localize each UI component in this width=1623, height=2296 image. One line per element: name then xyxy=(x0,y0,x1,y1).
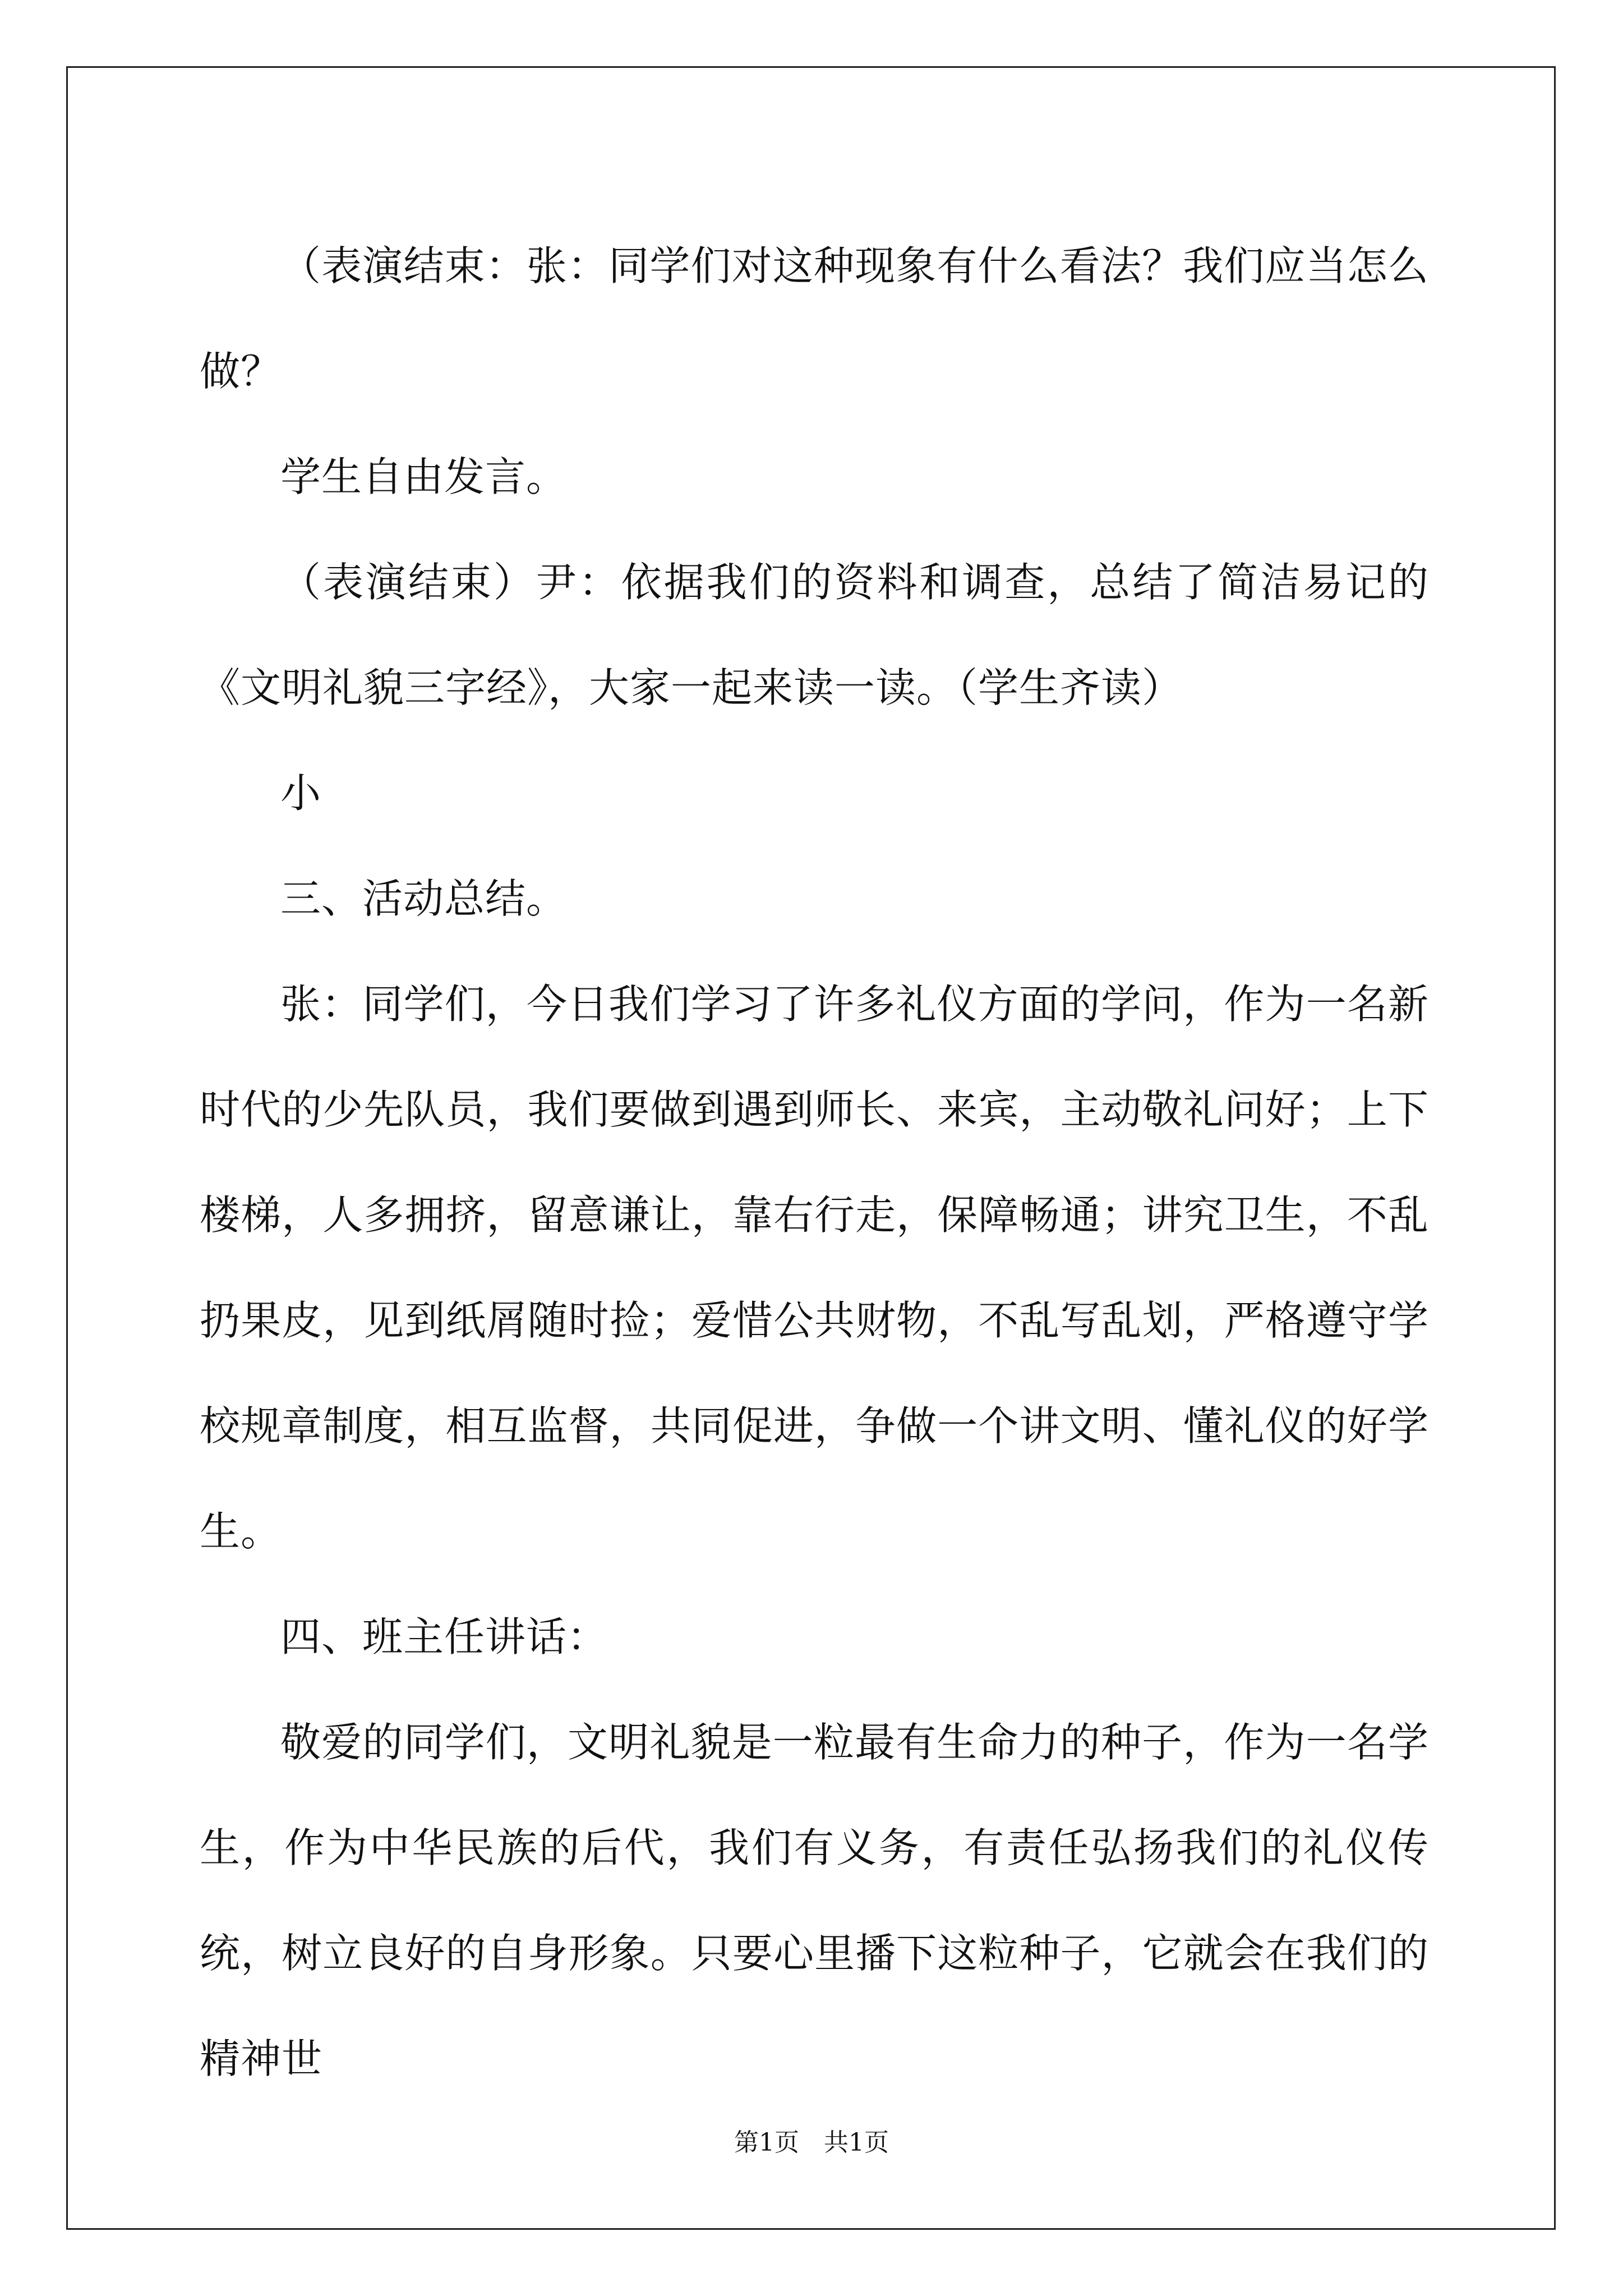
section-heading-teacher-speech: 四、班主任讲话： xyxy=(280,1613,608,1660)
paragraph-2: 学生自由发言。 xyxy=(280,453,568,500)
paragraph-3: （表演结束）尹：依据我们的资料和调查，总结了简洁易记的《文明礼貌三字经》，大家一起来读一读。（学生齐读） xyxy=(200,559,1429,711)
document-body xyxy=(200,213,1429,2111)
paragraph-1: （表演结束：张：同学们对这种现象有什么看法？我们应当怎么做？ xyxy=(200,242,1429,395)
paragraph-4: 小 xyxy=(280,770,322,817)
page-footer xyxy=(0,2126,1623,2160)
paragraph-6: 张：同学们，今日我们学习了许多礼仪方面的学问，作为一名新时代的少先队员，我们要做到遇到师长、来宾，主动敬礼问好；上下楼梯，人多拥挤，留意谦让，靠右行走，保障畅通；讲究卫生，不乱扔果皮，见到纸屑随时捡；爱惜公共财物，不乱写乱划，严格遵守学校规章制度，相互监督，共同促进，争做一个讲文明、懂礼仪的好学生。 xyxy=(200,981,1429,1555)
page-number: 第1页 xyxy=(734,2128,799,2157)
section-heading-summary: 三、活动总结。 xyxy=(280,875,568,922)
paragraph-8: 敬爱的同学们，文明礼貌是一粒最有生命力的种子，作为一名学生，作为中华民族的后代，我们有义务，有责任弘扬我们的礼仪传统，树立良好的自身形象。只要心里播下这粒种子，它就会在我们的精神世 xyxy=(200,1719,1429,2082)
page-total: 共1页 xyxy=(824,2128,889,2157)
